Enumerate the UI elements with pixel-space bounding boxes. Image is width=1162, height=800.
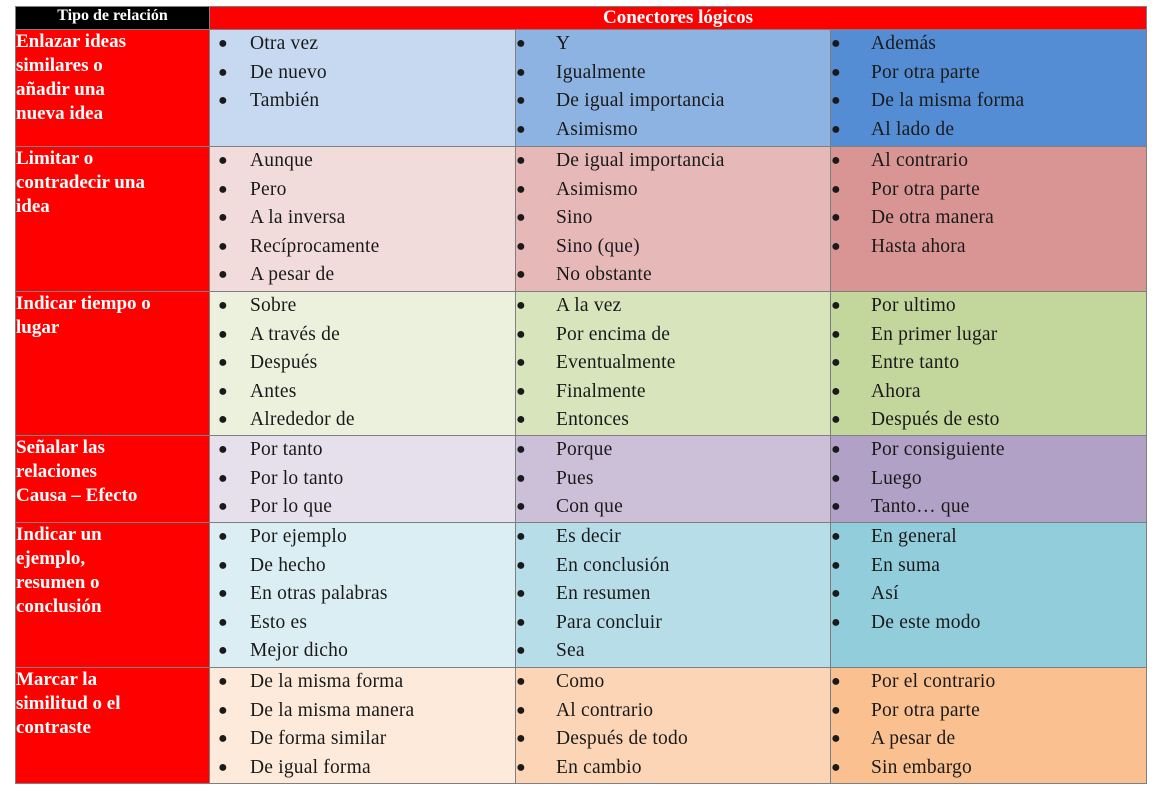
connector-text: En cambio	[556, 756, 642, 778]
relation-type-label: Indicar tiempo o	[16, 293, 151, 314]
list-item	[831, 233, 1146, 262]
list-item	[516, 609, 830, 638]
bullet-icon: ●	[516, 237, 526, 255]
connector-text: De nuevo	[250, 61, 327, 83]
list-item	[210, 697, 515, 726]
list-item	[210, 292, 515, 321]
list-item	[516, 406, 830, 435]
list-item	[516, 261, 830, 290]
list-item	[831, 292, 1146, 321]
list-item	[210, 321, 515, 350]
bullet-icon: ●	[831, 180, 841, 198]
bullet-icon: ●	[218, 730, 228, 748]
list-item	[831, 523, 1146, 552]
connector-cell	[516, 147, 831, 292]
relation-type-label: añadir una	[16, 79, 105, 100]
connector-text: De otra manera	[871, 207, 994, 229]
connector-text: Por el contrario	[871, 671, 996, 692]
bullet-icon: ●	[516, 701, 526, 719]
bullet-icon: ●	[516, 382, 526, 400]
list-item	[516, 147, 830, 176]
connector-text: Finalmente	[556, 380, 646, 402]
list-item	[210, 493, 515, 522]
connector-cell	[831, 147, 1147, 292]
table-row	[16, 436, 1147, 523]
list-item	[516, 378, 830, 407]
list-item	[831, 378, 1146, 407]
list-item	[831, 580, 1146, 609]
list-item	[831, 176, 1146, 205]
list-item	[516, 637, 830, 666]
relation-type-label: idea	[16, 196, 50, 217]
bullet-icon: ●	[516, 152, 526, 169]
list-item	[831, 321, 1146, 350]
list-item	[210, 580, 515, 609]
connector-text: Por lo que	[250, 496, 333, 518]
connector-text: Por ejemplo	[250, 526, 347, 547]
relation-type-label: ejemplo,	[16, 548, 86, 569]
relation-type-label: Enlazar ideas	[16, 31, 126, 52]
list-item	[831, 349, 1146, 378]
connector-text: Al lado de	[871, 118, 955, 140]
relation-type-label: Indicar un	[16, 524, 102, 545]
list-item	[516, 116, 830, 145]
list-item	[831, 147, 1146, 176]
connector-text: Sobre	[250, 295, 297, 316]
connector-text: Recíprocamente	[250, 235, 380, 257]
connector-text: Porque	[556, 439, 613, 460]
connector-list	[831, 292, 1146, 435]
list-item	[831, 609, 1146, 638]
relation-type-label: Limitar o	[16, 148, 94, 169]
bullet-icon: ●	[516, 730, 526, 748]
connector-text: En conclusión	[556, 554, 670, 576]
relation-type-cell	[16, 523, 210, 668]
connector-text: A la vez	[556, 295, 622, 316]
connector-text: Tanto… que	[871, 496, 970, 518]
connector-text: Entre tanto	[871, 352, 960, 374]
bullet-icon: ●	[516, 469, 526, 487]
list-item	[831, 552, 1146, 581]
bullet-icon: ●	[218, 585, 228, 603]
list-item	[210, 406, 515, 435]
connector-text: Después de todo	[556, 728, 688, 750]
relation-type-label: relaciones	[16, 461, 97, 482]
table-row	[16, 147, 1147, 292]
bullet-icon: ●	[831, 585, 841, 603]
list-item	[516, 204, 830, 233]
bullet-icon: ●	[831, 730, 841, 748]
bullet-icon: ●	[516, 528, 526, 545]
connector-text: En suma	[871, 554, 941, 576]
bullet-icon: ●	[831, 382, 841, 400]
connector-text: Por otra parte	[871, 178, 980, 200]
bullet-icon: ●	[831, 63, 841, 81]
list-item	[831, 59, 1146, 88]
connector-text: Al contrario	[556, 699, 654, 721]
connector-text: Pero	[250, 178, 287, 200]
bullet-icon: ●	[831, 673, 841, 690]
connector-cell	[831, 436, 1147, 523]
list-item	[831, 436, 1146, 465]
list-item	[516, 580, 830, 609]
connector-list	[210, 436, 515, 522]
bullet-icon: ●	[831, 354, 841, 372]
connector-list	[516, 668, 830, 782]
connector-text: Por consiguiente	[871, 439, 1005, 460]
list-item	[210, 378, 515, 407]
connector-text: A través de	[250, 323, 340, 345]
bullet-icon: ●	[218, 297, 228, 314]
bullet-icon: ●	[831, 35, 841, 52]
bullet-icon: ●	[516, 35, 526, 52]
connector-text: Aunque	[250, 150, 313, 171]
bullet-icon: ●	[831, 237, 841, 255]
list-item	[210, 176, 515, 205]
bullet-icon: ●	[218, 266, 228, 284]
bullet-icon: ●	[218, 528, 228, 545]
list-item	[516, 30, 830, 59]
connector-cell	[516, 292, 831, 436]
connector-list	[831, 523, 1146, 637]
list-item	[831, 668, 1146, 697]
list-item	[210, 30, 515, 59]
bullet-icon: ●	[831, 209, 841, 227]
table-row	[16, 292, 1147, 436]
connector-text: Sea	[556, 640, 585, 662]
connector-text: De hecho	[250, 554, 326, 576]
bullet-icon: ●	[516, 354, 526, 372]
bullet-icon: ●	[831, 556, 841, 574]
relation-type-cell	[16, 292, 210, 436]
bullet-icon: ●	[516, 180, 526, 198]
list-item	[210, 465, 515, 494]
bullet-icon: ●	[218, 469, 228, 487]
list-item	[210, 725, 515, 754]
bullet-icon: ●	[831, 528, 841, 545]
list-item	[210, 59, 515, 88]
list-item	[516, 523, 830, 552]
bullet-icon: ●	[218, 673, 228, 690]
relation-type-cell	[16, 30, 210, 147]
bullet-icon: ●	[516, 585, 526, 603]
connector-text: A pesar de	[250, 264, 335, 286]
connector-list	[210, 668, 515, 782]
connector-list	[831, 30, 1146, 144]
bullet-icon: ●	[516, 556, 526, 574]
list-item	[516, 493, 830, 522]
relation-type-label: contraste	[16, 717, 91, 738]
bullet-icon: ●	[831, 152, 841, 169]
list-item	[210, 552, 515, 581]
bullet-icon: ●	[831, 701, 841, 719]
relation-type-label: Marcar la	[16, 669, 98, 690]
bullet-icon: ●	[218, 35, 228, 52]
list-item	[831, 30, 1146, 59]
list-item	[516, 292, 830, 321]
list-item	[831, 406, 1146, 435]
list-item	[210, 754, 515, 783]
connector-text: Sino (que)	[556, 235, 640, 257]
connector-text: Antes	[250, 380, 297, 402]
connector-text: Pues	[556, 467, 594, 489]
connector-cell	[831, 668, 1147, 784]
connectors-table	[15, 6, 1147, 784]
connector-list	[516, 147, 830, 290]
relation-type-label: contradecir una	[16, 172, 145, 193]
bullet-icon: ●	[516, 411, 526, 429]
connector-text: No obstante	[556, 264, 652, 286]
list-item	[210, 147, 515, 176]
bullet-icon: ●	[516, 63, 526, 81]
list-item	[831, 204, 1146, 233]
bullet-icon: ●	[516, 441, 526, 458]
bullet-icon: ●	[516, 758, 526, 776]
relation-type-label: lugar	[16, 317, 60, 338]
bullet-icon: ●	[516, 92, 526, 110]
bullet-icon: ●	[218, 642, 228, 660]
connector-text: Mejor dicho	[250, 640, 349, 662]
relation-type-label: similares o	[16, 55, 103, 76]
bullet-icon: ●	[831, 441, 841, 458]
connector-cell	[831, 30, 1147, 147]
connector-text: Es decir	[556, 526, 621, 547]
connector-text: De la misma forma	[871, 90, 1025, 112]
connector-list	[516, 436, 830, 522]
bullet-icon: ●	[516, 325, 526, 343]
list-item	[210, 233, 515, 262]
connector-text: De igual importancia	[556, 90, 725, 112]
connector-text: Por tanto	[250, 439, 323, 460]
list-item	[516, 59, 830, 88]
connector-text: De la misma forma	[250, 671, 404, 692]
list-item	[831, 87, 1146, 116]
connector-text: Como	[556, 671, 605, 692]
connector-text: Ahora	[871, 380, 921, 402]
list-item	[516, 465, 830, 494]
relation-type-label: similitud o el	[16, 693, 121, 714]
connector-text: Y	[556, 33, 571, 54]
bullet-icon: ●	[831, 325, 841, 343]
connector-cell	[516, 523, 831, 668]
list-item	[210, 609, 515, 638]
relation-type-label: Causa – Efecto	[16, 485, 138, 506]
list-item	[210, 523, 515, 552]
list-item	[210, 637, 515, 666]
connector-text: Por ultimo	[871, 295, 956, 316]
connector-text: Después	[250, 352, 318, 374]
bullet-icon: ●	[218, 411, 228, 429]
connector-text: En primer lugar	[871, 323, 998, 345]
bullet-icon: ●	[516, 297, 526, 314]
connector-text: Por otra parte	[871, 699, 980, 721]
bullet-icon: ●	[218, 758, 228, 776]
relation-type-cell	[16, 147, 210, 292]
bullet-icon: ●	[218, 701, 228, 719]
connector-text: De forma similar	[250, 728, 387, 750]
connector-text: Después de esto	[871, 409, 1000, 431]
list-item	[516, 552, 830, 581]
list-item	[210, 668, 515, 697]
list-item	[516, 697, 830, 726]
connector-text: Además	[871, 33, 937, 54]
connector-cell	[516, 436, 831, 523]
connector-list	[210, 292, 515, 435]
connector-text: En resumen	[556, 583, 651, 605]
connector-list	[210, 523, 515, 666]
connector-cell	[210, 436, 516, 523]
connector-cell	[210, 292, 516, 436]
list-item	[210, 204, 515, 233]
connector-list	[831, 668, 1146, 782]
table-row	[16, 668, 1147, 784]
connector-cell	[516, 668, 831, 784]
connector-text: Alrededor de	[250, 409, 355, 431]
connector-cell	[831, 292, 1147, 436]
connector-text: Sin embargo	[871, 756, 972, 778]
connector-text: A la inversa	[250, 207, 346, 229]
bullet-icon: ●	[516, 613, 526, 631]
list-item	[831, 725, 1146, 754]
connector-cell	[210, 668, 516, 784]
bullet-icon: ●	[831, 613, 841, 631]
table-row	[16, 523, 1147, 668]
bullet-icon: ●	[218, 613, 228, 631]
bullet-icon: ●	[218, 382, 228, 400]
connector-text: Entonces	[556, 409, 630, 431]
connector-text: Así	[871, 583, 899, 605]
connector-text: Igualmente	[556, 61, 646, 83]
connector-cell	[210, 147, 516, 292]
bullet-icon: ●	[831, 411, 841, 429]
bullet-icon: ●	[516, 673, 526, 690]
bullet-icon: ●	[218, 152, 228, 169]
list-item	[516, 668, 830, 697]
relation-type-label: conclusión	[16, 596, 102, 617]
connector-cell	[210, 30, 516, 147]
connector-text: Con que	[556, 496, 623, 518]
connector-text: Eventualmente	[556, 352, 676, 374]
connector-text: También	[250, 90, 320, 112]
connector-text: Sino	[556, 207, 593, 229]
connector-text: Por lo tanto	[250, 467, 344, 489]
connector-text: Al contrario	[871, 150, 969, 171]
list-item	[210, 261, 515, 290]
relation-type-label: resumen o	[16, 572, 100, 593]
bullet-icon: ●	[218, 237, 228, 255]
bullet-icon: ●	[218, 354, 228, 372]
bullet-icon: ●	[831, 120, 841, 138]
bullet-icon: ●	[218, 180, 228, 198]
connector-list	[831, 436, 1146, 522]
connector-text: Por encima de	[556, 323, 671, 345]
bullet-icon: ●	[831, 498, 841, 516]
connector-text: Luego	[871, 467, 922, 489]
list-item	[516, 725, 830, 754]
list-item	[831, 754, 1146, 783]
bullet-icon: ●	[516, 266, 526, 284]
connector-list	[210, 147, 515, 290]
connector-cell	[516, 30, 831, 147]
connector-text: Esto es	[250, 611, 308, 633]
connector-text: De igual forma	[250, 756, 371, 778]
connector-text: De la misma manera	[250, 699, 415, 721]
bullet-icon: ●	[218, 325, 228, 343]
connector-list	[516, 523, 830, 666]
bullet-icon: ●	[218, 556, 228, 574]
connector-text: Otra vez	[250, 33, 319, 54]
connector-text: Por otra parte	[871, 61, 980, 83]
relation-type-cell	[16, 668, 210, 784]
connector-list	[210, 30, 515, 116]
list-item	[210, 87, 515, 116]
connector-text: Para concluir	[556, 611, 663, 633]
bullet-icon: ●	[831, 758, 841, 776]
bullet-icon: ●	[516, 642, 526, 660]
list-item	[210, 349, 515, 378]
connector-list	[831, 147, 1146, 261]
bullet-icon: ●	[516, 498, 526, 516]
connector-text: De igual importancia	[556, 150, 725, 171]
list-item	[831, 493, 1146, 522]
list-item	[831, 697, 1146, 726]
header-logical-connectors: Conectores lógicos	[210, 7, 1147, 30]
list-item	[516, 754, 830, 783]
list-item	[210, 436, 515, 465]
bullet-icon: ●	[218, 92, 228, 110]
connector-cell	[210, 523, 516, 668]
connector-text: Asimismo	[556, 178, 638, 200]
relation-type-label: Señalar las	[16, 437, 105, 458]
bullet-icon: ●	[218, 63, 228, 81]
connector-text: En otras palabras	[250, 583, 388, 605]
list-item	[516, 349, 830, 378]
connector-list	[516, 292, 830, 435]
connector-list	[516, 30, 830, 144]
bullet-icon: ●	[831, 297, 841, 314]
list-item	[831, 116, 1146, 145]
bullet-icon: ●	[831, 469, 841, 487]
table-row	[16, 30, 1147, 147]
relation-type-cell	[16, 436, 210, 523]
relation-type-label: nueva idea	[16, 103, 104, 124]
list-item	[516, 87, 830, 116]
header-relation-type: Tipo de relación	[16, 7, 210, 30]
connector-cell	[831, 523, 1147, 668]
bullet-icon: ●	[831, 92, 841, 110]
list-item	[516, 436, 830, 465]
connector-text: Asimismo	[556, 118, 638, 140]
bullet-icon: ●	[516, 209, 526, 227]
bullet-icon: ●	[516, 120, 526, 138]
connector-text: De este modo	[871, 611, 981, 633]
list-item	[516, 233, 830, 262]
bullet-icon: ●	[218, 209, 228, 227]
connector-text: A pesar de	[871, 728, 956, 750]
list-item	[516, 321, 830, 350]
bullet-icon: ●	[218, 498, 228, 516]
list-item	[516, 176, 830, 205]
connector-text: Hasta ahora	[871, 235, 966, 257]
connector-text: En general	[871, 526, 957, 547]
list-item	[831, 465, 1146, 494]
bullet-icon: ●	[218, 441, 228, 458]
